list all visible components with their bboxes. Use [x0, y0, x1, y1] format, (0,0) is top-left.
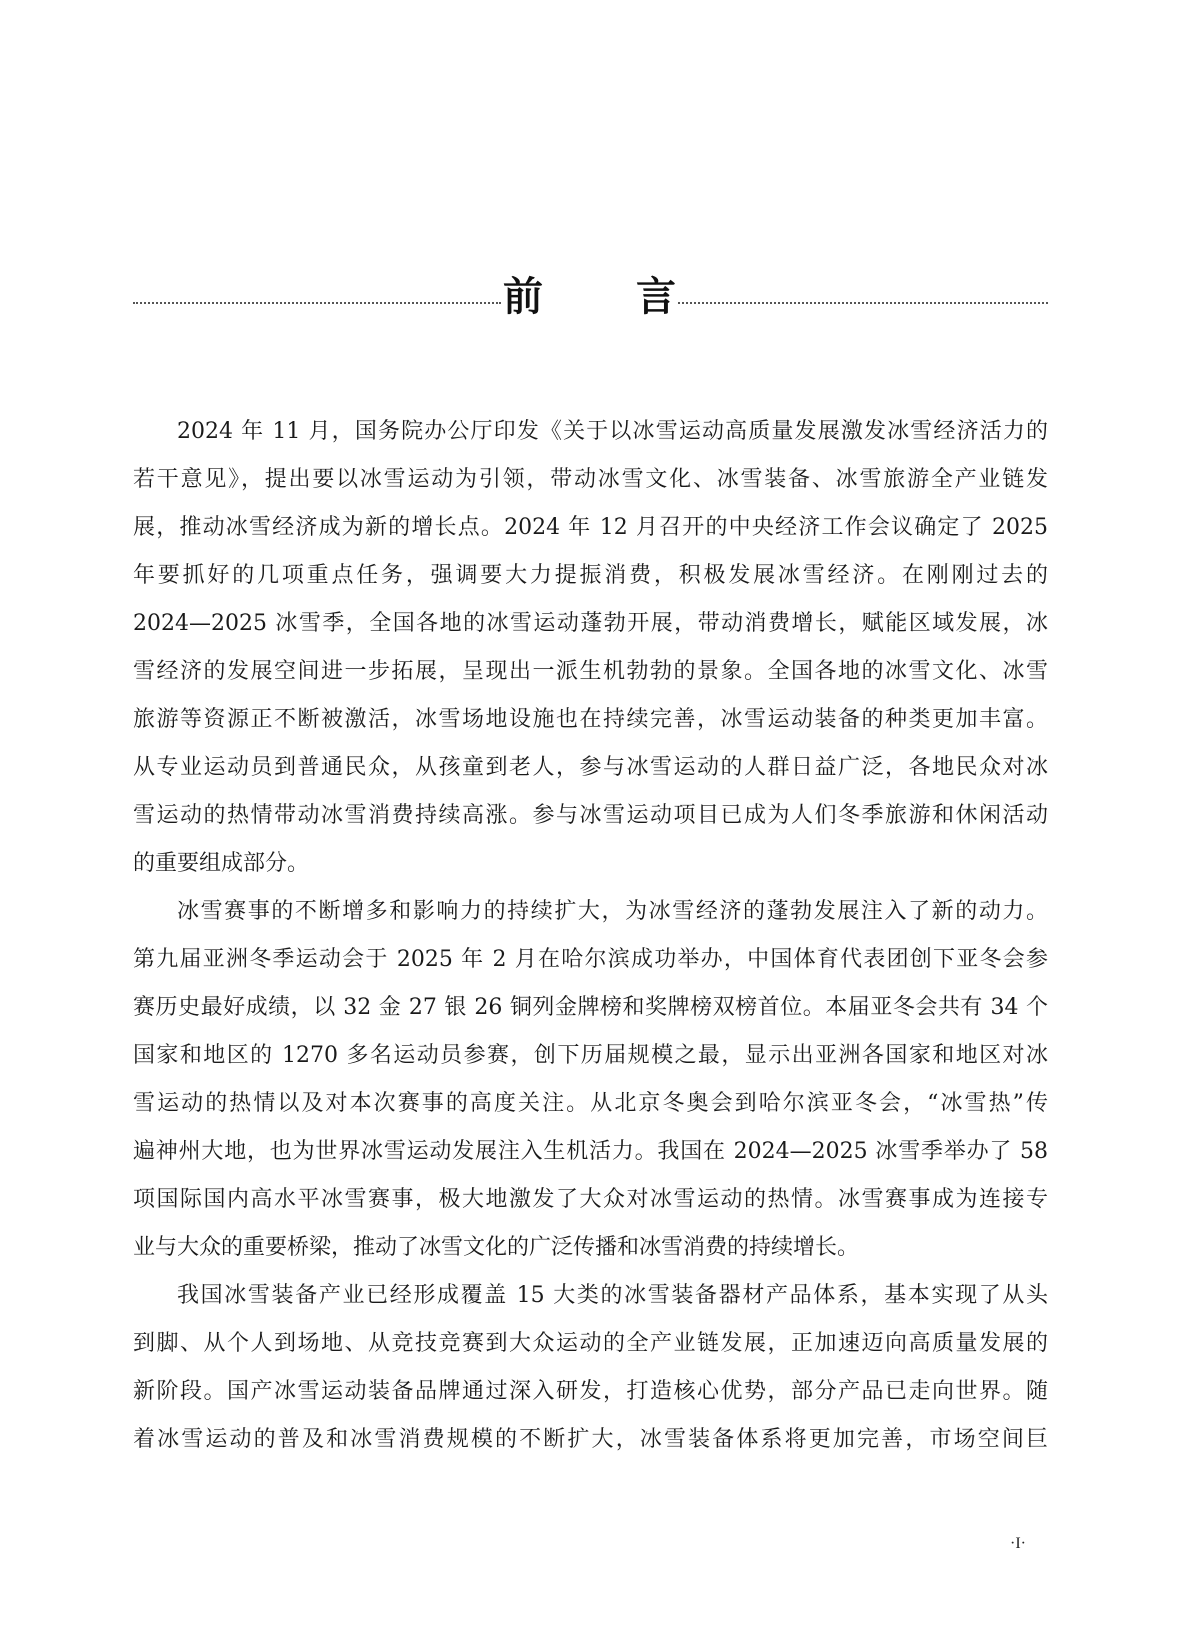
paragraph-2-line: 业与大众的重要桥梁，推动了冰雪文化的广泛传播和冰雪消费的持续增长。 — [133, 1235, 860, 1260]
paragraph-2-line: 赛历史最好成绩，以 32 金 27 银 26 铜列金牌榜和奖牌榜双榜首位。本届亚冬会共有 34 个 — [133, 995, 1048, 1020]
paragraph-3-line: 到脚、从个人到场地、从竞技竞赛到大众运动的全产业链发展，正加速迈向高质量发展的 — [133, 1331, 1048, 1356]
paragraph-1-line: 旅游等资源正不断被激活，冰雪场地设施也在持续完善，冰雪运动装备的种类更加丰富。 — [133, 707, 1048, 732]
paragraph-2-line: 国家和地区的 1270 多名运动员参赛，创下历届规模之最，显示出亚洲各国家和地区对冰 — [133, 1043, 1048, 1068]
title-dotted-rule-left — [133, 302, 501, 304]
paragraph-2-line: 遍神州大地，也为世界冰雪运动发展注入生机活力。我国在 2024—2025 冰雪季举办了 58 — [133, 1139, 1048, 1164]
paragraph-1-line: 若干意见》，提出要以冰雪运动为引领，带动冰雪文化、冰雪装备、冰雪旅游全产业链发 — [133, 467, 1048, 492]
paragraph-1-line: 从专业运动员到普通民众，从孩童到老人，参与冰雪运动的人群日益广泛，各地民众对冰 — [133, 755, 1048, 780]
paragraph-1-line: 年要抓好的几项重点任务，强调要大力提振消费，积极发展冰雪经济。在刚刚过去的 — [133, 563, 1048, 588]
paragraph-1-line: 的重要组成部分。 — [133, 851, 310, 876]
title-char-2: 言 — [636, 273, 676, 320]
paragraph-2-line: 第九届亚洲冬季运动会于 2025 年 2 月在哈尔滨成功举办，中国体育代表团创下亚冬会参 — [133, 947, 1048, 972]
page-number: ·I· — [1010, 1535, 1026, 1552]
paragraph-3-line: 我国冰雪装备产业已经形成覆盖 15 大类的冰雪装备器材产品体系，基本实现了从头 — [177, 1283, 1048, 1308]
paragraph-1-line: 雪运动的热情带动冰雪消费持续高涨。参与冰雪运动项目已成为人们冬季旅游和休闲活动 — [133, 803, 1048, 828]
paragraph-1-line: 2024—2025 冰雪季，全国各地的冰雪运动蓬勃开展，带动消费增长，赋能区域发展，冰 — [133, 611, 1048, 636]
paragraph-2-line: 雪运动的热情以及对本次赛事的高度关注。从北京冬奥会到哈尔滨亚冬会，“冰雪热”传 — [133, 1091, 1048, 1116]
title-dotted-rule-right — [678, 302, 1048, 304]
chapter-title — [133, 270, 1048, 330]
title-char-1: 前 — [503, 273, 543, 320]
paragraph-3-line: 着冰雪运动的普及和冰雪消费规模的不断扩大，冰雪装备体系将更加完善，市场空间巨 — [133, 1427, 1048, 1452]
paragraph-3-line: 新阶段。国产冰雪运动装备品牌通过深入研发，打造核心优势，部分产品已走向世界。随 — [133, 1379, 1048, 1404]
paragraph-1-line: 2024 年 11 月，国务院办公厅印发《关于以冰雪运动高质量发展激发冰雪经济活力的 — [177, 419, 1048, 444]
paragraph-1-line: 雪经济的发展空间进一步拓展，呈现出一派生机勃勃的景象。全国各地的冰雪文化、冰雪 — [133, 659, 1048, 684]
paragraph-2-line: 项国际国内高水平冰雪赛事，极大地激发了大众对冰雪运动的热情。冰雪赛事成为连接专 — [133, 1187, 1048, 1212]
body-text — [133, 408, 1048, 1464]
paragraph-1-line: 展，推动冰雪经济成为新的增长点。2024 年 12 月召开的中央经济工作会议确定了 2025 — [133, 515, 1048, 540]
paragraph-2-line: 冰雪赛事的不断增多和影响力的持续扩大，为冰雪经济的蓬勃发展注入了新的动力。 — [177, 899, 1048, 924]
